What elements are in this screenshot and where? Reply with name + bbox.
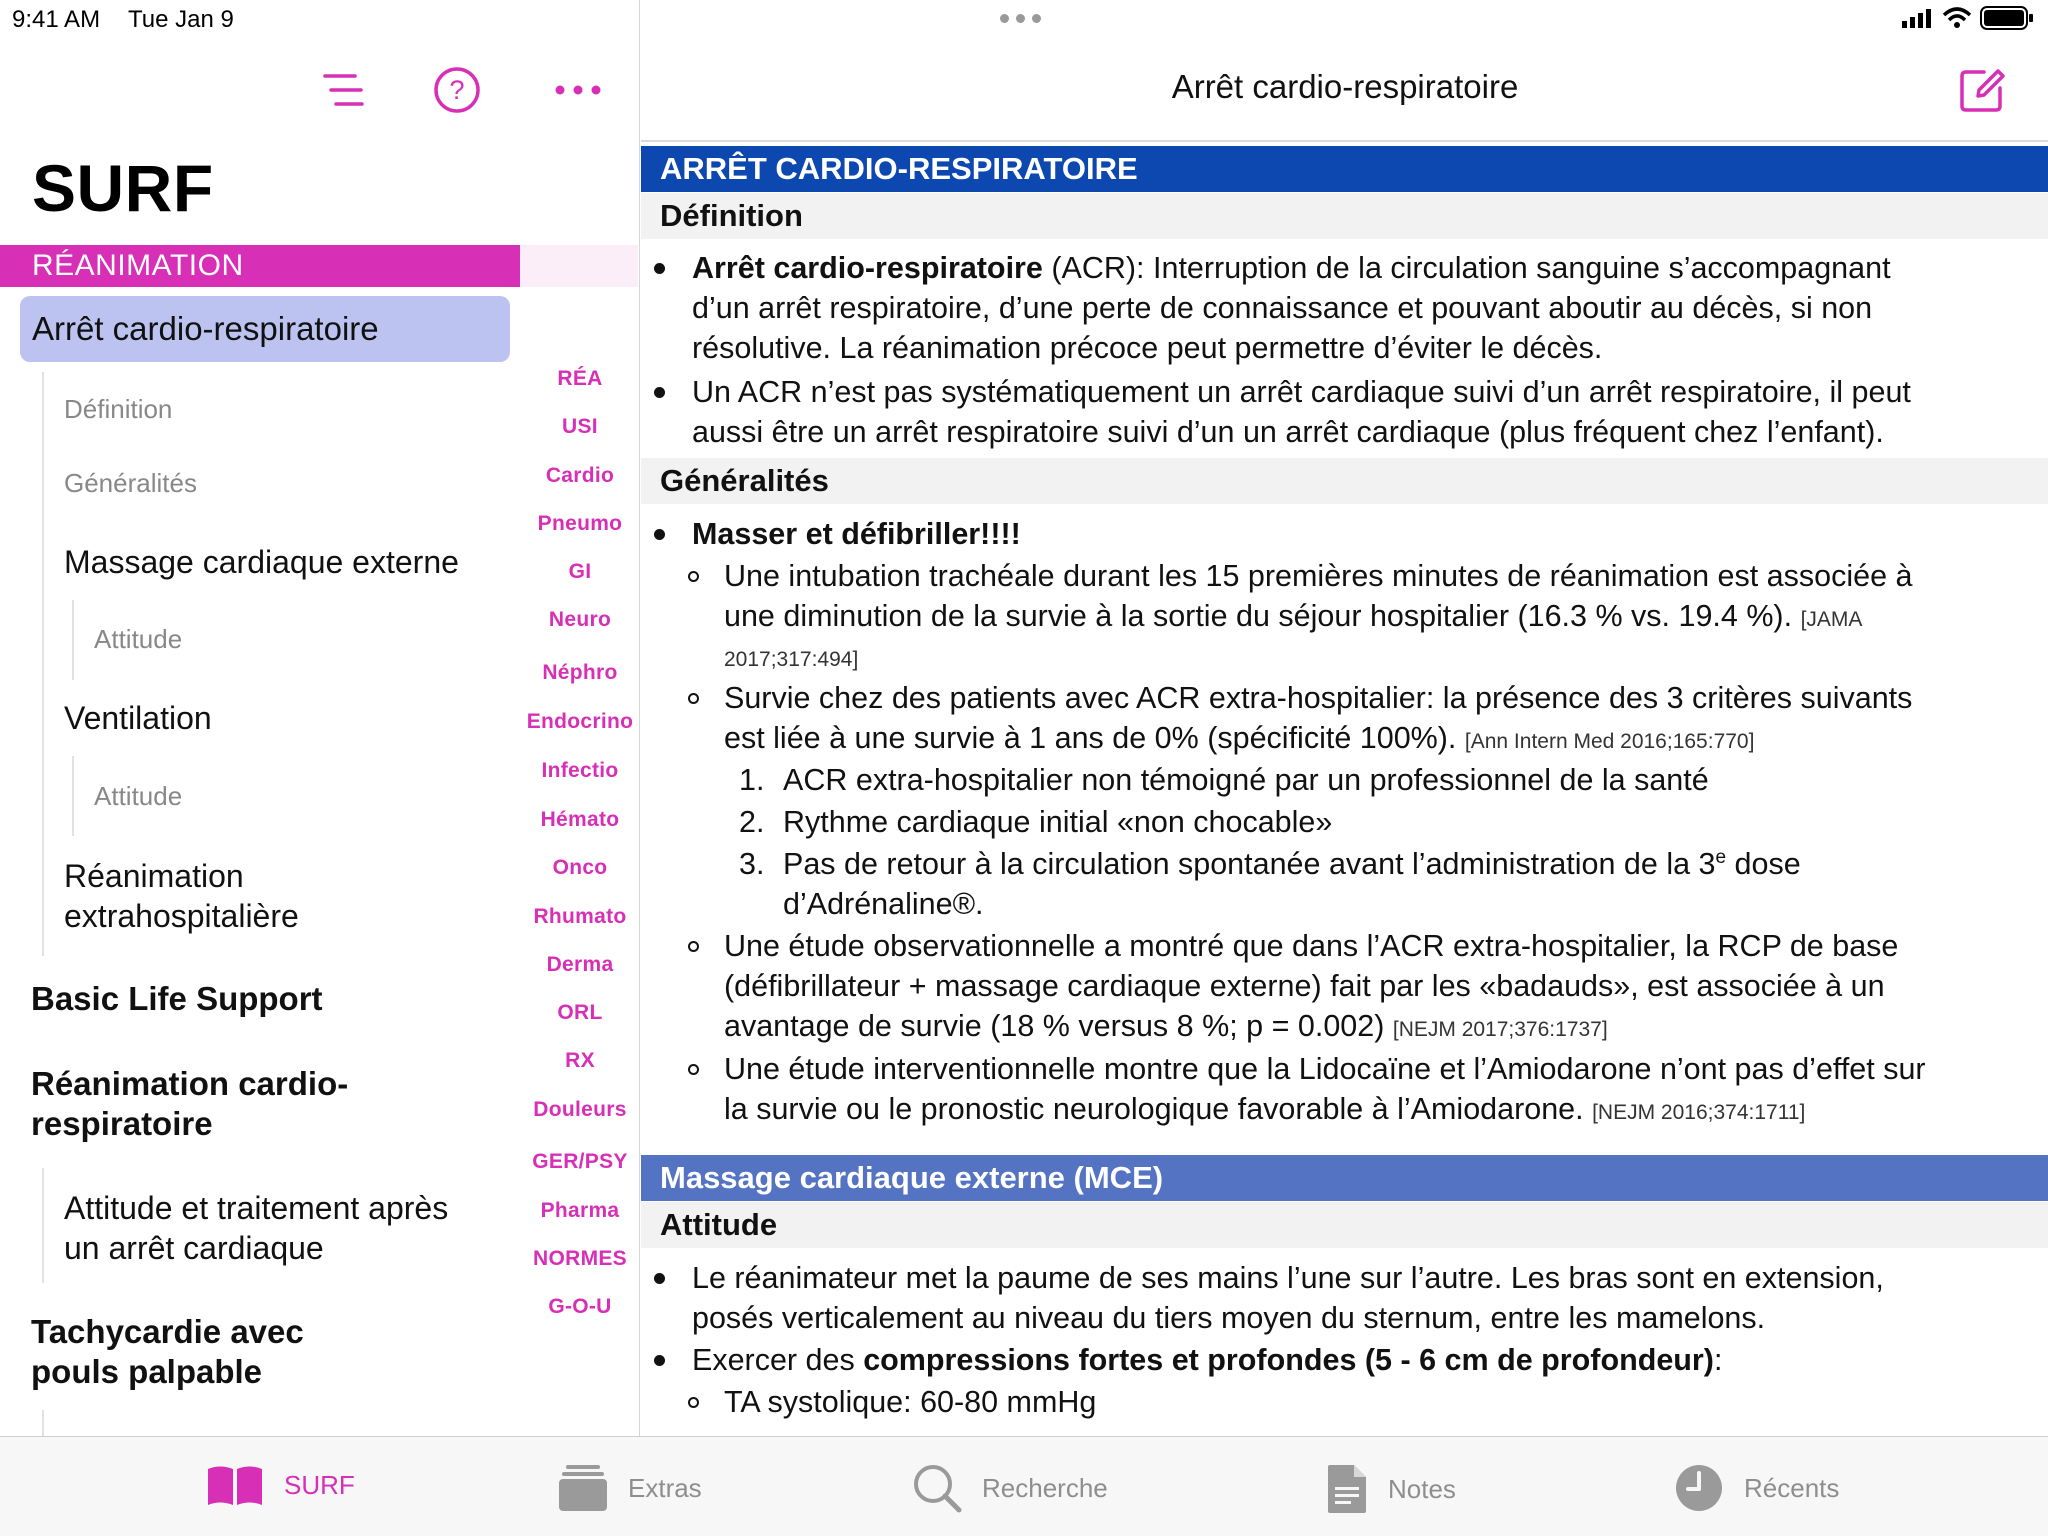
bullet-item: Masser et défibriller!!!! xyxy=(692,514,1021,554)
index-item[interactable]: USI xyxy=(562,415,598,438)
battery-icon xyxy=(1980,6,2034,30)
wifi-icon xyxy=(1942,7,1972,29)
help-icon[interactable] xyxy=(431,64,483,116)
section-band: Massage cardiaque externe (MCE) xyxy=(641,1155,2048,1201)
svg-text:?: ? xyxy=(449,75,465,105)
index-item[interactable]: Néphro xyxy=(542,661,618,684)
toc-indent-line xyxy=(42,1410,44,1436)
index-item[interactable]: G-O-U xyxy=(548,1295,612,1318)
toc-item-ventilation[interactable]: Ventilation xyxy=(64,700,212,736)
toc-item-label: respiratoire xyxy=(31,1105,213,1142)
section-band: ARRÊT CARDIO-RESPIRATOIRE xyxy=(641,146,2048,192)
toc-item-tachycardie[interactable] xyxy=(31,1312,304,1392)
sub-bullet-item: Une intubation trachéale durant les 15 premières minutes de réanimation est associée à une diminution de la survie à la sortie du séjour hospitalier (16.3 % vs. 19.4 %). [JAMA 2017;317:494] xyxy=(724,556,1913,680)
tab-recherche[interactable]: Recherche xyxy=(912,1463,1108,1513)
index-item[interactable]: Infectio xyxy=(541,759,619,782)
toc-indent-line xyxy=(72,756,74,836)
signal-icon xyxy=(1902,8,1934,28)
index-item[interactable]: Pneumo xyxy=(537,512,623,535)
index-item[interactable]: GI xyxy=(568,560,592,583)
bullet-item: Arrêt cardio-respiratoire (ACR): Interruption de la circulation sanguine s’accompagnant d’un arrêt respiratoire, d’une perte de connaissance et pouvant aboutir au décès, si non résolutive. La réanimation précoce peut permettre d’éviter le décès. xyxy=(692,248,1891,368)
sub-bullet-item: Une étude interventionnelle montre que la Lidocaïne et l’Amiodarone n’ont pas d’effet sur la survie ou le pronostic neurologique favorable à l’Amiodarone. [NEJM 2016;374:1711] xyxy=(724,1049,1926,1133)
index-item[interactable]: Cardio xyxy=(545,464,615,487)
book-icon xyxy=(206,1463,264,1507)
numbered-item: 2. Rythme cardiaque initial «non chocable» xyxy=(739,805,1333,839)
toc-item-massage[interactable]: Massage cardiaque externe xyxy=(64,544,459,580)
tab-extras[interactable]: Extras xyxy=(558,1463,702,1513)
toc-item-label: un arrêt cardiaque xyxy=(64,1230,324,1266)
subsection-header: Généralités xyxy=(641,458,2048,504)
toc-indent-line xyxy=(42,372,44,956)
sub-bullet-item: Survie chez des patients avec ACR extra-hospitalier: la présence des 3 critères suivants est liée à une survie à 1 ans de 0% (spécificité 100%). [Ann Intern Med 2016;165:770] xyxy=(724,678,1912,762)
toc-item-label: Réanimation cardio- xyxy=(31,1065,349,1102)
search-icon xyxy=(912,1463,962,1513)
index-item[interactable]: ORL xyxy=(557,1001,603,1024)
tab-surf[interactable]: SURF xyxy=(206,1463,355,1507)
toc-item-rcp[interactable] xyxy=(31,1064,348,1144)
toc-item-bls[interactable]: Basic Life Support xyxy=(31,980,323,1017)
index-item[interactable]: Hémato xyxy=(540,808,620,831)
index-item[interactable]: NORMES xyxy=(533,1247,627,1270)
compose-icon[interactable] xyxy=(1958,66,2006,119)
list-icon[interactable] xyxy=(318,64,370,116)
index-item[interactable]: Derma xyxy=(546,953,614,976)
index-item[interactable]: Onco xyxy=(552,856,608,879)
toc-item-reanimation-extra[interactable] xyxy=(64,856,299,936)
tab-recents[interactable]: Récents xyxy=(1674,1463,1839,1513)
index-item[interactable]: RX xyxy=(565,1049,595,1072)
toc-item-attitude[interactable]: Attitude xyxy=(94,624,183,654)
toc-item-generalites[interactable]: Généralités xyxy=(64,468,197,498)
toc-item-selected[interactable]: Arrêt cardio-respiratoire xyxy=(20,296,510,362)
toc-indent-line xyxy=(72,600,74,680)
page-title: Arrêt cardio-respiratoire xyxy=(1171,68,1519,105)
stack-icon xyxy=(558,1463,608,1513)
bullet-item: Exercer des compressions fortes et profondes (5 - 6 cm de profondeur): xyxy=(692,1340,1722,1380)
sidebar xyxy=(0,0,640,1436)
bullet-item: Un ACR n’est pas systématiquement un arrêt cardiaque suivi d’un arrêt respiratoire, il peut aussi être un arrêt respiratoire suivi d’un un arrêt cardiaque (plus fréquent chez l’enfant). xyxy=(692,372,1911,452)
index-item[interactable]: Endocrino xyxy=(526,710,634,733)
multitask-handle[interactable] xyxy=(1000,14,1041,23)
numbered-item: 3. Pas de retour à la circulation spontanée avant l’administration de la 3e dose d’Adrénaline®. xyxy=(739,847,1801,921)
index-item[interactable]: Douleurs xyxy=(533,1098,627,1121)
index-item[interactable]: RÉA xyxy=(557,367,603,390)
section-header-fade xyxy=(520,245,638,287)
toc-item-label: extrahospitalière xyxy=(64,898,299,934)
article-content xyxy=(641,142,2048,1436)
status-indicators xyxy=(1902,6,2034,30)
toc-item-attitude[interactable]: Attitude xyxy=(94,781,183,811)
document-icon xyxy=(1326,1463,1368,1515)
toc-item-label: Attitude et traitement après xyxy=(64,1190,449,1226)
tab-bar xyxy=(0,1436,2048,1536)
subsection-header: Définition xyxy=(641,193,2048,239)
bullet-item: Le réanimateur met la paume de ses mains l’une sur l’autre. Les bras sont en extension, posés verticalement au niveau du tiers moyen du sternum, entre les mamelons. xyxy=(692,1258,1884,1338)
section-header: RÉANIMATION xyxy=(0,245,520,287)
index-item[interactable]: Rhumato xyxy=(533,905,627,928)
tab-notes[interactable]: Notes xyxy=(1326,1463,1456,1515)
more-icon[interactable] xyxy=(552,64,604,116)
index-item[interactable]: GER/PSY xyxy=(532,1150,628,1173)
sub-bullet-item: TA systolique: 60-80 mmHg xyxy=(724,1382,1096,1422)
app-title: SURF xyxy=(32,151,214,225)
toc-item-label: pouls palpable xyxy=(31,1353,263,1390)
index-item[interactable]: Pharma xyxy=(540,1199,620,1222)
numbered-item: 1. ACR extra-hospitalier non témoigné par un professionnel de la santé xyxy=(739,763,1709,797)
status-time: 9:41 AM xyxy=(12,6,101,33)
toc-indent-line xyxy=(42,1168,44,1283)
toc-item-definition[interactable]: Définition xyxy=(64,394,173,424)
toc-item-label: Réanimation xyxy=(64,858,244,894)
index-item[interactable]: Neuro xyxy=(548,608,612,631)
clock-icon xyxy=(1674,1463,1724,1513)
subsection-header: Attitude xyxy=(641,1202,2048,1248)
toc-item-label: Tachycardie avec xyxy=(31,1313,304,1350)
status-date: Tue Jan 9 xyxy=(128,6,234,33)
toc-item-post-arrest[interactable] xyxy=(64,1188,448,1268)
sub-bullet-item: Une étude observationnelle a montré que dans l’ACR extra-hospitalier, la RCP de base (défibrillateur + massage cardiaque externe) fait par les «badauds», est associée à un avantage de survie (18 % versus 8 %; p = 0.002) [NEJM 2017;376:1737] xyxy=(724,926,1898,1050)
